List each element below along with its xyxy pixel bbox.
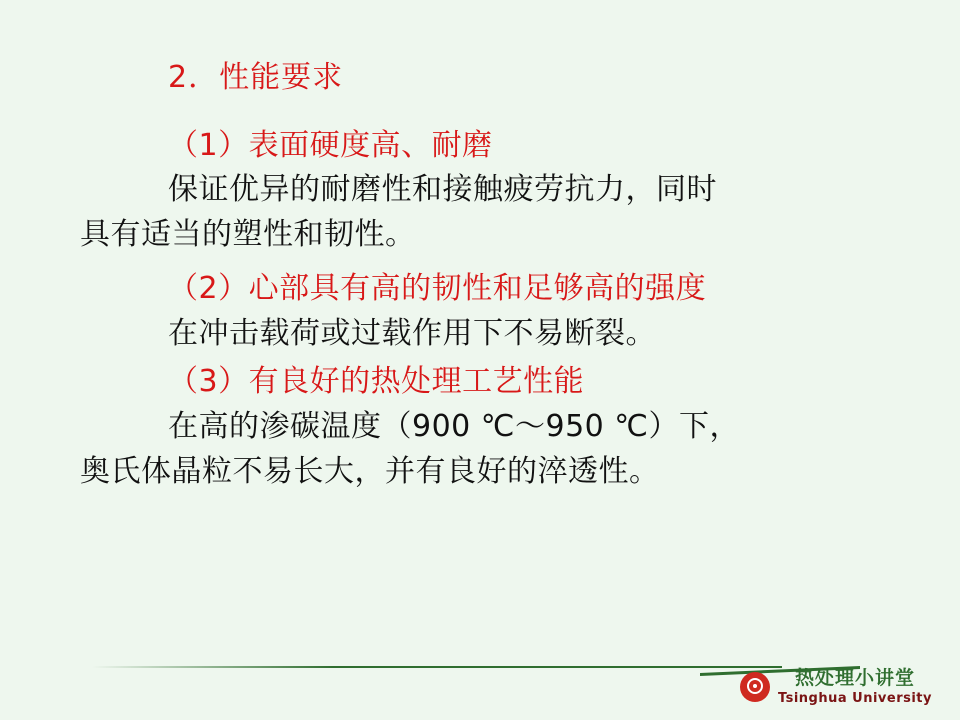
requirement-line-1-2: 具有适当的塑性和韧性。 bbox=[80, 216, 416, 252]
footer-logo-en: Tsinghua University bbox=[777, 690, 932, 706]
requirement-subhead-1: （1）表面硬度高、耐磨 bbox=[168, 127, 493, 163]
footer-logo-texts bbox=[778, 668, 932, 706]
requirement-block-2 bbox=[80, 268, 900, 355]
requirement-block-1 bbox=[80, 125, 900, 257]
page-title: 2．性能要求 bbox=[168, 60, 344, 95]
requirement-block-3 bbox=[80, 361, 900, 493]
requirement-line-3-2: 奥氏体晶粒不易长大，并有良好的淬透性。 bbox=[80, 453, 660, 489]
requirement-line-3-1 bbox=[80, 406, 900, 449]
requirement-line-2-1 bbox=[80, 313, 900, 356]
requirement-line-text: 在冲击载荷或过载作用下不易断裂。 bbox=[168, 315, 656, 351]
footer-logo bbox=[740, 668, 932, 706]
footer-divider bbox=[92, 666, 782, 668]
slide-content bbox=[80, 58, 900, 505]
requirement-line-1-1 bbox=[80, 169, 900, 212]
requirement-subhead-2: （2）心部具有高的韧性和足够高的强度 bbox=[168, 271, 707, 307]
requirement-line-text: 保证优异的耐磨性和接触疲劳抗力，同时 bbox=[168, 172, 717, 208]
slide-footer bbox=[0, 634, 960, 720]
requirement-subhead-3: （3）有良好的热处理工艺性能 bbox=[168, 364, 585, 400]
requirement-line-text: 在高的渗碳温度（900 ℃～950 ℃）下， bbox=[168, 409, 740, 445]
wechat-round-logo-icon bbox=[740, 672, 770, 702]
footer-logo-cn: 热处理小讲堂 bbox=[794, 666, 915, 689]
